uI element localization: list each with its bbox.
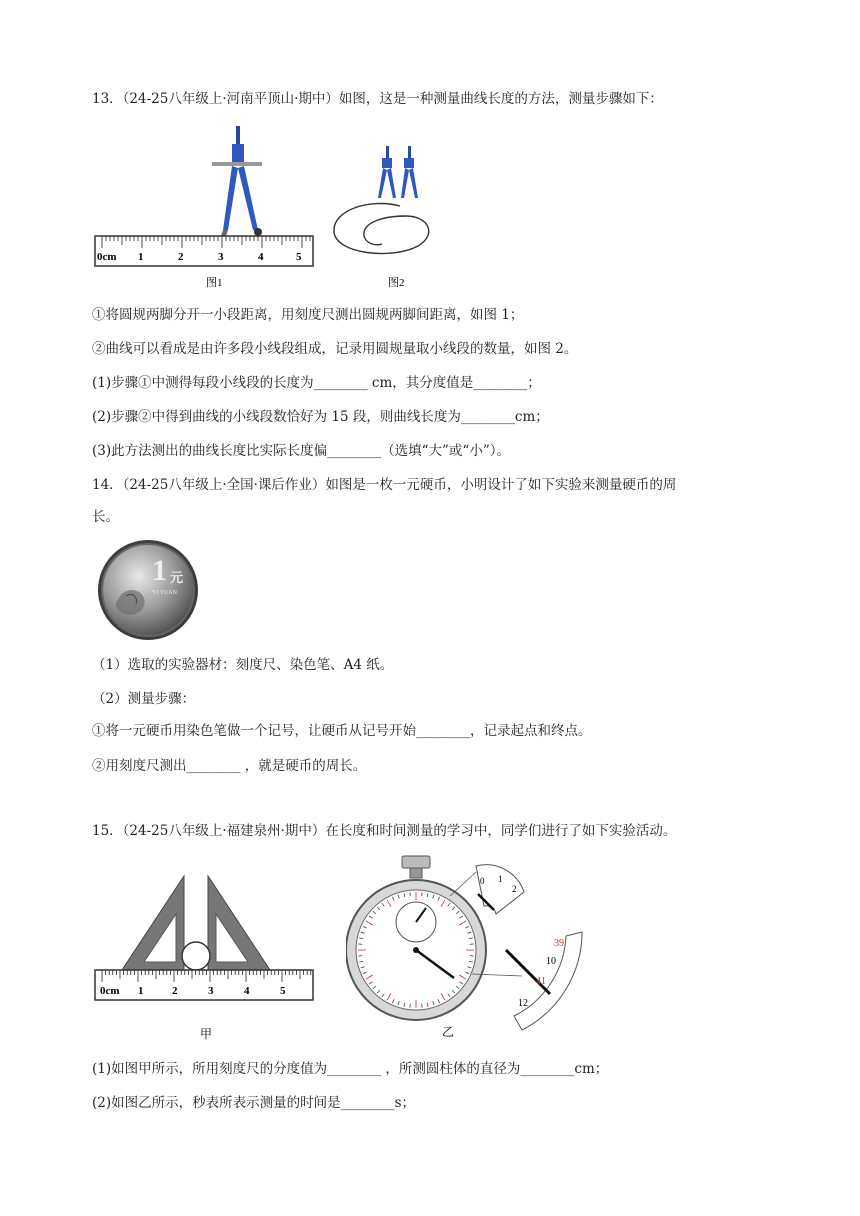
big-dial-label: 10 [546,956,556,967]
ruler-label: 0cm [97,251,117,263]
ruler-label: 2 [172,985,178,997]
compass-icon [212,126,262,236]
fig2-caption: 图2 [388,277,405,289]
q13-q3: (3)此方法测出的曲线长度比实际长度偏________（选填“大”或“小”）。 [92,443,510,459]
big-dial-label: 12 [518,998,528,1009]
q14-steps-title: （2）测量步骤： [92,691,196,707]
q13-q2: (2)步骤②中得到曲线的小线段数恰好为 15 段，则曲线长度为________cm； [92,409,549,425]
ruler-label: 0cm [100,985,120,997]
coin-unit: 元 [170,570,184,585]
q14-step1: ①将一元硬币用染色笔做一个记号，让硬币从记号开始________，记录起点和终点。 [92,723,592,739]
ruler-label: 1 [138,251,144,263]
fig-yi-caption: 乙 [442,1025,455,1039]
fig-jia-caption: 甲 [200,1027,213,1041]
small-dial-zoom [476,865,524,914]
small-dial-label: 1 [498,874,503,884]
q14-header-line2: 长。 [92,509,119,525]
q14-materials: （1）选取的实验器材：刻度尺、染色笔、A4 纸。 [92,657,394,673]
coin-value: 1 [152,554,167,587]
ruler-label: 5 [296,251,302,263]
figure-2-curve [330,140,440,290]
fig1-caption: 图1 [206,277,223,289]
small-dial-label: 0 [480,876,485,886]
small-dial-label: 2 [512,884,517,894]
big-dial-label: 39 [554,938,564,949]
ruler-label: 4 [244,985,250,997]
compass-pair-icon [378,146,418,198]
figure-1-compass-ruler [92,122,318,290]
q13-step2: ②曲线可以看成是由许多段小线段组成，记录用圆规量取小线段的数量，如图 2。 [92,341,578,357]
ruler-label: 3 [218,251,224,263]
coin-pinyin: YI YUAN [152,590,177,596]
q14-step2: ②用刻度尺测出________ ，就是硬币的周长。 [92,758,367,774]
q13-step1: ①将圆规两脚分开一小段距离，用刻度尺测出圆规两脚间距离，如图 1； [92,307,524,323]
stopwatch-icon [346,856,486,1020]
set-square-right-icon [208,876,270,970]
ruler-fig-jia [95,970,313,1000]
q13-header: 13．（24-25八年级上·河南平顶山·期中）如图，这是一种测量曲线长度的方法，测量步骤如下： [92,91,663,107]
big-dial-label: 41 [536,976,546,987]
figure-yi-stopwatch [346,852,606,1048]
q15-header: 15．（24-25八年级上·福建泉州·期中）在长度和时间测量的学习中，同学们进行了如下实验活动。 [92,823,677,839]
q14-header-line1: 14．（24-25八年级上·全国·课后作业）如图是一枚一元硬币，小明设计了如下实验来测量硬币的周 [92,477,677,493]
figure-jia-triangles-ruler [92,870,318,1048]
q13-q1: (1)步骤①中测得每段小线段的长度为________ cm，其分度值是________； [92,375,541,391]
big-dial-zoom [506,932,582,1030]
q15-q2: (2)如图乙所示，秒表所表示测量的时间是________s； [92,1095,416,1111]
ruler-label: 1 [138,985,144,997]
ruler-label: 3 [208,985,214,997]
coin-image [94,538,204,642]
q15-q1: (1)如图甲所示，所用刻度尺的分度值为________ ，所测圆柱体的直径为________cm； [92,1061,609,1077]
ruler-label: 4 [258,251,264,263]
set-square-left-icon [122,876,184,970]
spiral-curve [334,204,429,254]
ruler-fig1 [95,236,313,266]
cylinder-section [182,942,210,970]
ruler-label: 5 [280,985,286,997]
ruler-label: 2 [178,251,184,263]
